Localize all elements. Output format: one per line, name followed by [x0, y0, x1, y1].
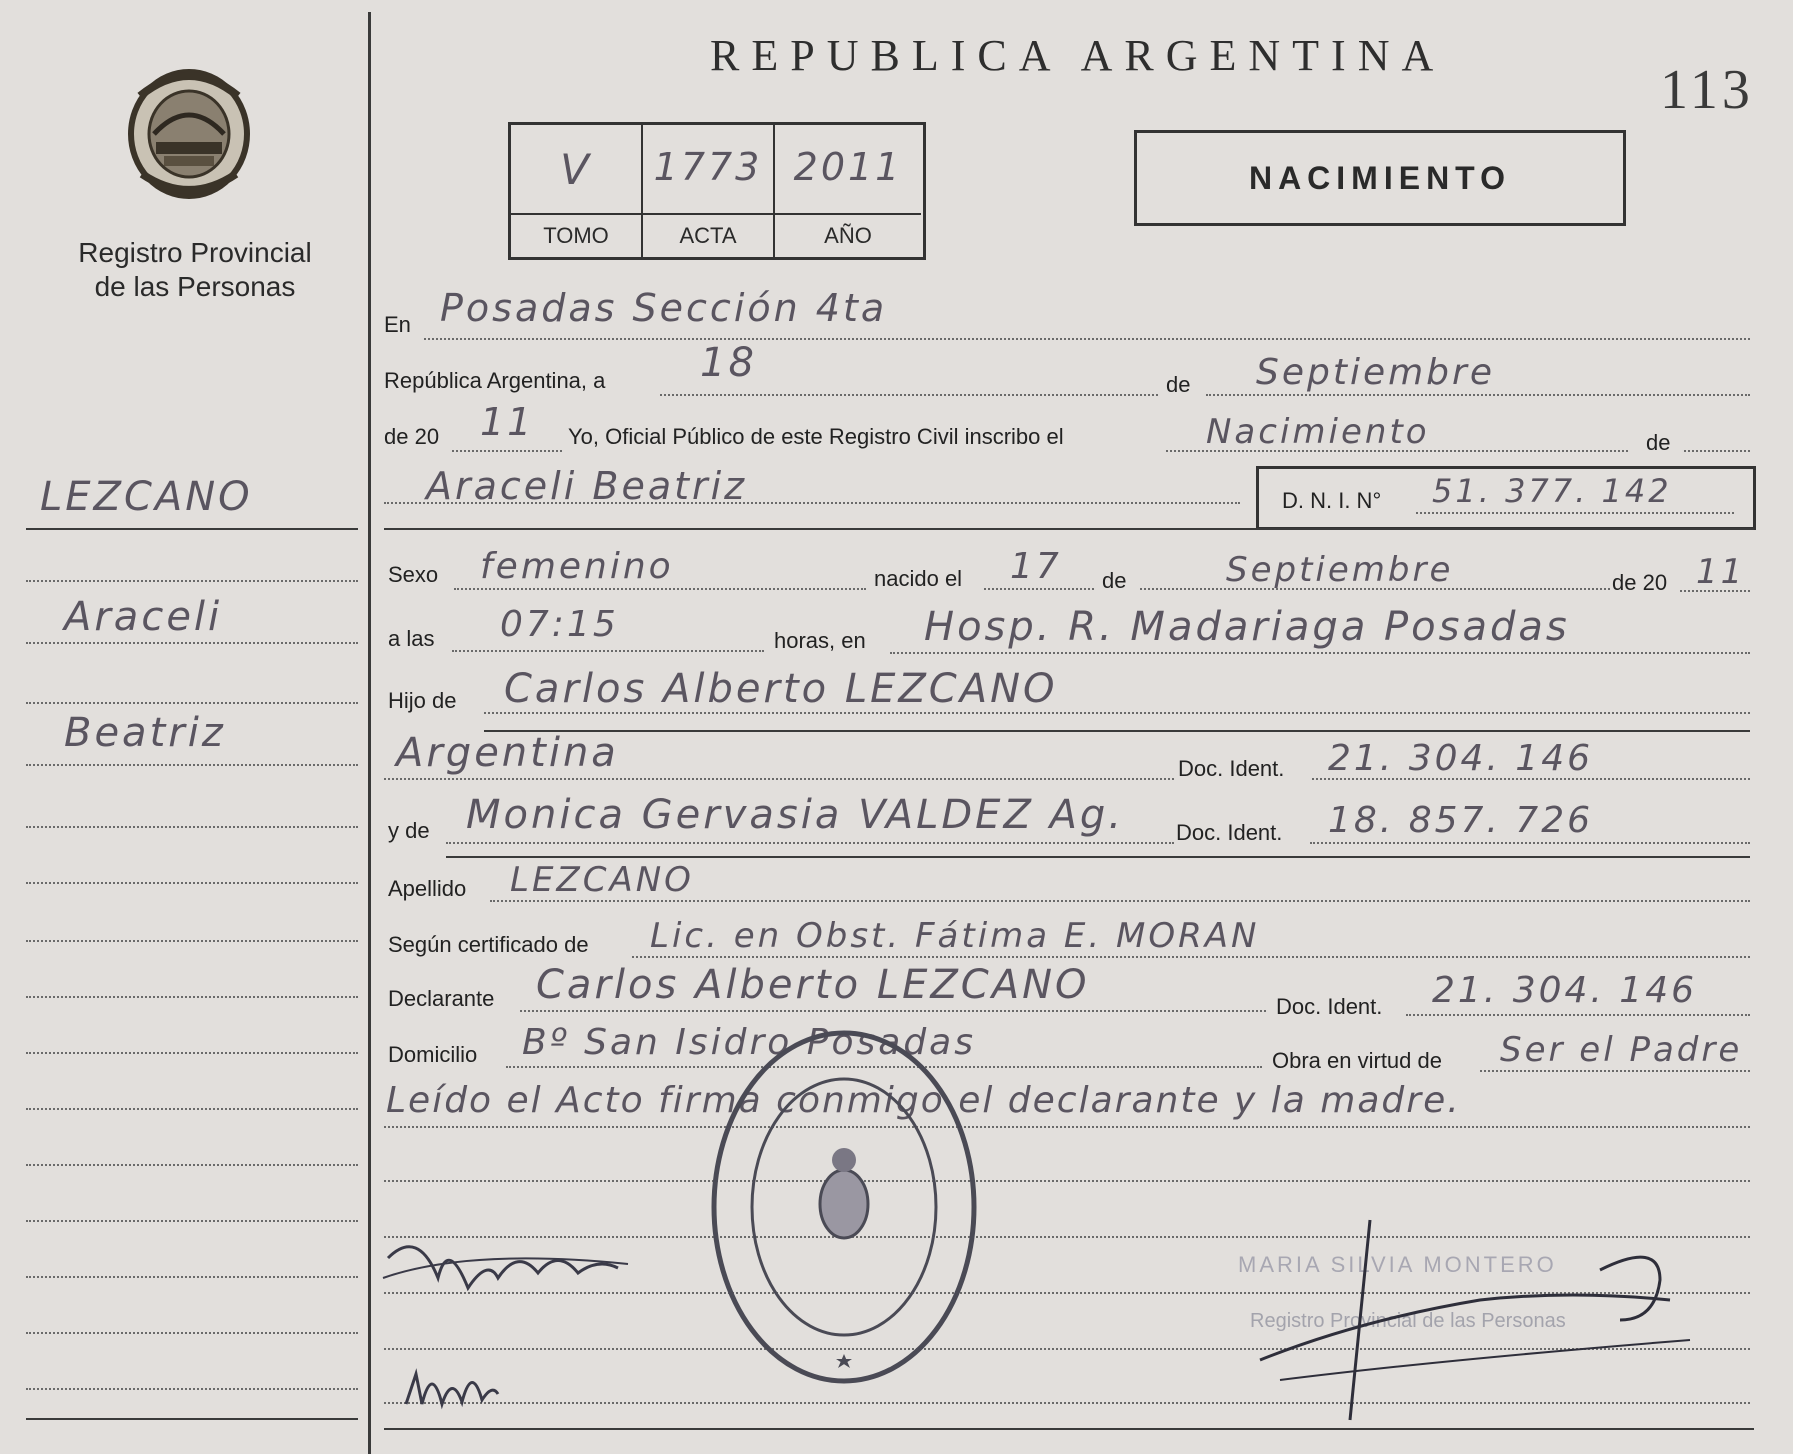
page-number: 113 [1660, 59, 1754, 121]
acta-cell [643, 125, 775, 213]
label-horas: horas, en [774, 628, 866, 653]
tomo-label: TOMO [511, 213, 643, 257]
field-domicilio: Bº San Isidro Posadas [522, 1022, 976, 1063]
margin-line [26, 996, 358, 998]
field-madre: Monica Gervasia VALDEZ Ag. [466, 792, 1125, 838]
label-yo: Yo, Oficial Público de este Registro Civil inscribo el [568, 424, 1064, 449]
official-name: MARIA SILVIA MONTERO [1238, 1252, 1557, 1277]
margin-divider [368, 12, 371, 1454]
field-hora: 07:15 [500, 604, 619, 645]
field-nac-anio: 11 [1696, 552, 1746, 592]
label-de-3: de [1102, 568, 1127, 593]
margin-line [26, 642, 358, 644]
field-obra: Ser el Padre [1500, 1030, 1743, 1070]
field-lugar: Posadas Sección 4ta [440, 286, 888, 330]
margin-line [26, 826, 358, 828]
margin-line [26, 940, 358, 942]
line-obra [1480, 1070, 1750, 1072]
section-rule [384, 528, 1754, 530]
ano-label: AÑO [775, 213, 921, 257]
official-signature [1240, 1210, 1700, 1430]
margin-line [26, 1332, 358, 1334]
provincial-seal [120, 56, 258, 206]
label-nacido: nacido el [874, 566, 963, 591]
registry-name-line2: de las Personas [94, 271, 296, 302]
margin-line [26, 1164, 358, 1166]
field-sexo: femenino [480, 546, 674, 587]
margin-line [26, 764, 358, 766]
margin-middle-name: Beatriz [64, 710, 226, 756]
field-mes: Septiembre [1256, 352, 1495, 393]
line-nota [384, 1126, 1750, 1128]
margin-line [26, 882, 358, 884]
page-title: REPUBLICA ARGENTINA [710, 31, 1446, 80]
label-declarante: Declarante [388, 986, 495, 1011]
field-acto: Nacimiento [1206, 412, 1430, 452]
field-declarante: Carlos Alberto LEZCANO [536, 962, 1090, 1008]
line-dni [1416, 512, 1734, 514]
margin-surname: LEZCANO [40, 474, 253, 520]
label-de20-2: de 20 [1612, 570, 1668, 595]
document-type: NACIMIENTO [1134, 130, 1626, 226]
margin-line [26, 1276, 358, 1278]
line-apellido [490, 900, 1750, 902]
field-certificado: Lic. en Obst. Fátima E. MORAN [650, 916, 1260, 956]
label-en: En [384, 312, 411, 337]
field-dia: 18 [700, 340, 757, 386]
official-title: Registro Provincial de las Personas [1250, 1310, 1566, 1332]
field-nac-mes: Septiembre [1226, 550, 1454, 590]
label-doc-madre: Doc. Ident. [1176, 820, 1283, 845]
line-en [424, 338, 1750, 340]
label-hijo: Hijo de [388, 688, 457, 713]
field-padre: Carlos Alberto LEZCANO [504, 666, 1058, 712]
label-apellido: Apellido [388, 876, 467, 901]
line-padre-nac [384, 778, 1174, 780]
margin-line [26, 1052, 358, 1054]
label-de20: de 20 [384, 424, 440, 449]
field-lugar-nac: Hosp. R. Madariaga Posadas [924, 604, 1570, 650]
tomo-cell [511, 125, 643, 213]
field-apellido: LEZCANO [510, 860, 694, 900]
line-nac-dia [984, 588, 1094, 590]
margin-line [26, 1108, 358, 1110]
field-declarante-doc: 21. 304. 146 [1432, 970, 1698, 1011]
registry-name-line1: Registro Provincial [78, 237, 312, 268]
declarant-signature [378, 1218, 638, 1308]
empty-line [384, 1180, 1750, 1182]
field-padre-nac: Argentina [396, 730, 619, 776]
label-domicilio: Domicilio [388, 1042, 478, 1067]
registry-name [40, 236, 350, 304]
margin-first-name: Araceli [64, 594, 223, 640]
tomo-value: V [560, 145, 592, 194]
field-nac-dia: 17 [1010, 546, 1062, 587]
label-sexo: Sexo [388, 562, 439, 587]
field-nota: Leído el Acto firma conmigo el declarante y la madre. [386, 1080, 1461, 1121]
label-de: de [1166, 372, 1191, 397]
line-lugar-nac [890, 652, 1750, 654]
line-anio [452, 450, 562, 452]
field-dni: 51. 377. 142 [1432, 472, 1672, 510]
madre-rule [446, 856, 1750, 858]
label-dni: D. N. I. N° [1282, 488, 1382, 513]
line-declarante [520, 1010, 1266, 1012]
margin-line [26, 702, 358, 704]
ano-cell [775, 125, 921, 213]
margin-line [26, 580, 358, 582]
line-declarante-doc [1406, 1014, 1750, 1016]
field-anio: 11 [480, 400, 535, 444]
label-de-2: de [1646, 430, 1671, 455]
field-nombres: Araceli Beatriz [426, 464, 748, 508]
line-sexo [454, 588, 866, 590]
line-madre [446, 842, 1174, 844]
label-republica: República Argentina, a [384, 368, 606, 393]
field-padre-doc: 21. 304. 146 [1328, 738, 1594, 779]
label-obra: Obra en virtud de [1272, 1048, 1442, 1073]
line-mes [1206, 394, 1750, 396]
label-segun: Según certificado de [388, 932, 589, 957]
acta-value: 1773 [653, 145, 763, 189]
line-de-2 [1684, 450, 1750, 452]
margin-rule [26, 1418, 358, 1420]
margin-line [26, 1388, 358, 1390]
line-madre-doc [1310, 842, 1750, 844]
label-doc-declarante: Doc. Ident. [1276, 994, 1383, 1019]
label-doc-padre: Doc. Ident. [1178, 756, 1285, 781]
line-padre [484, 712, 1750, 714]
margin-line [26, 1220, 358, 1222]
padre-rule [484, 730, 1750, 732]
ano-value: 2011 [793, 145, 903, 189]
line-hora [452, 650, 764, 652]
mother-signature [398, 1354, 508, 1424]
register-table [508, 122, 926, 260]
field-madre-doc: 18. 857. 726 [1328, 800, 1594, 841]
label-a-las: a las [388, 626, 435, 651]
registry-stamp [704, 1024, 984, 1390]
label-y-de: y de [388, 818, 430, 843]
line-dia [660, 394, 1158, 396]
line-certificado [632, 956, 1750, 958]
margin-rule [26, 528, 358, 530]
acta-label: ACTA [643, 213, 775, 257]
